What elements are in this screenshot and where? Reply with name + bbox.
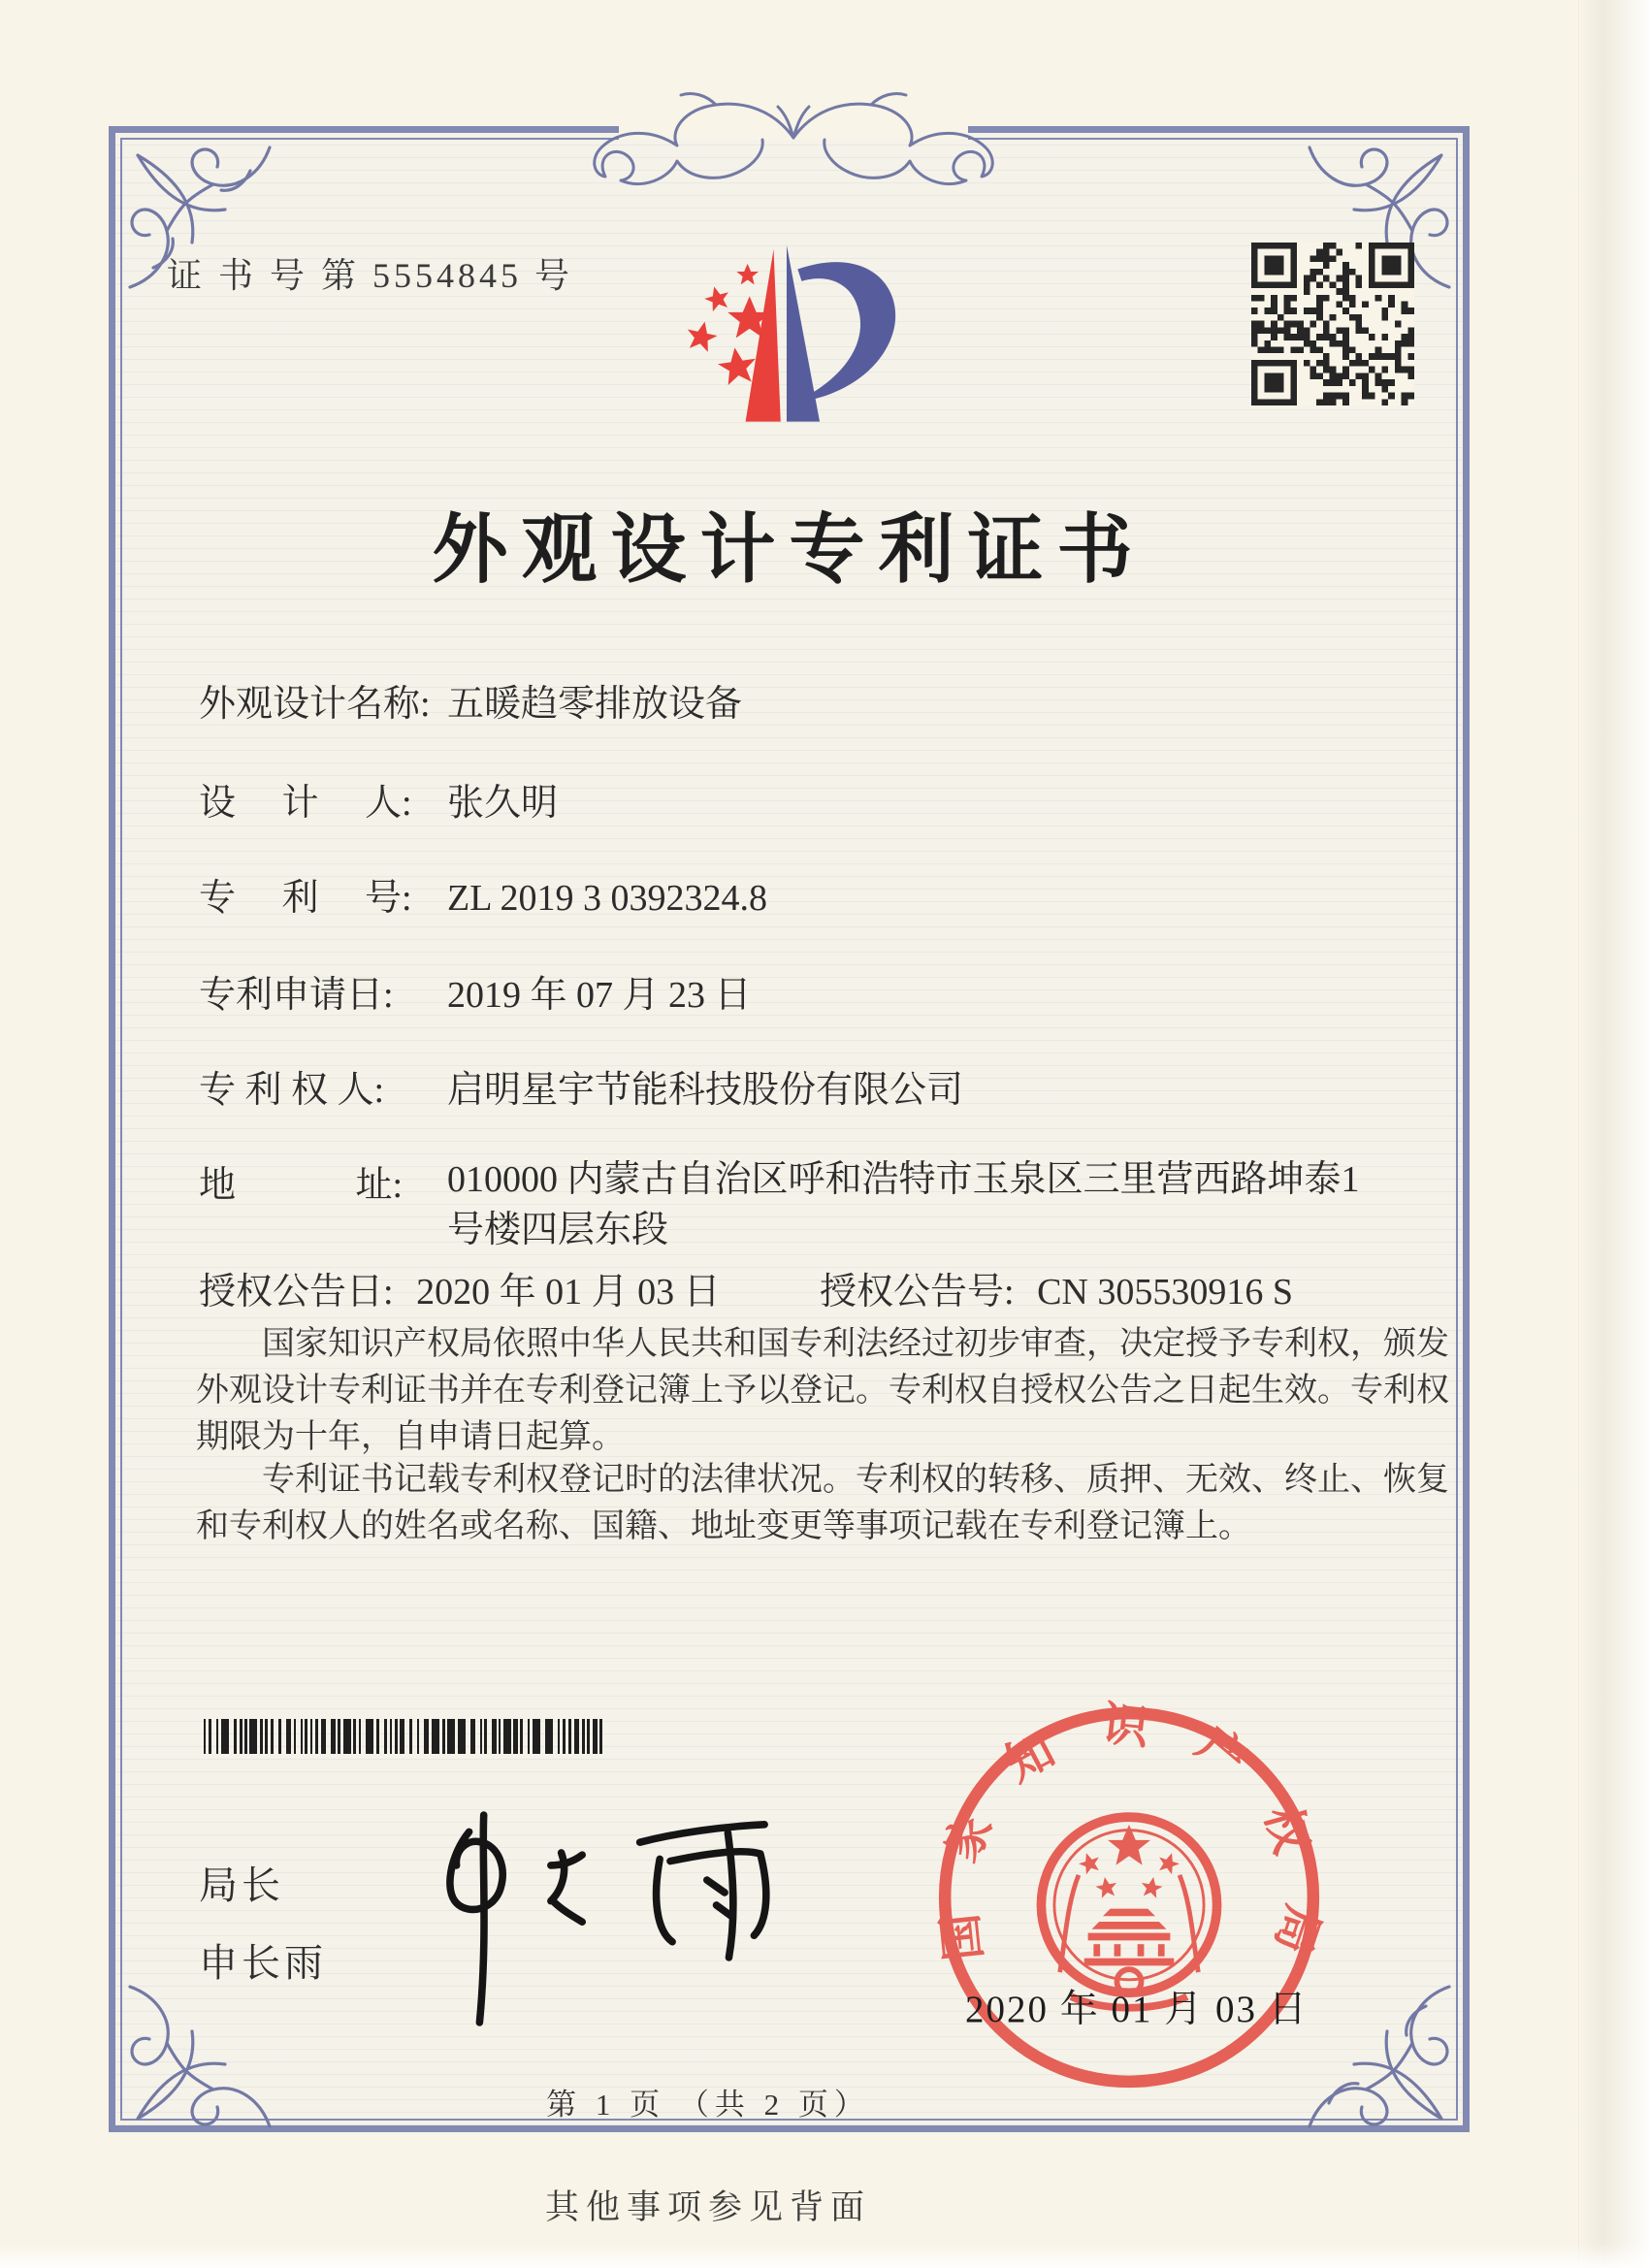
- field-patentee: [199, 1059, 963, 1113]
- cnipa-logo: [652, 223, 923, 464]
- back-side-note: 其他事项参见背面: [544, 2188, 871, 2226]
- field-label: 专 利 号:: [199, 878, 412, 919]
- field-patent-number: [199, 867, 767, 921]
- seal-org-text: 国家知识产权局: [930, 1698, 1330, 2003]
- seal-issue-date: 2020 年 01 月 03 日: [965, 1989, 1309, 2030]
- scan-fold-shadow: [1578, 0, 1649, 2268]
- corner-flourish-icon: [124, 142, 318, 336]
- grant-number-label: 授权公告号:: [820, 1272, 1015, 1312]
- legal-paragraph-2: 专利证书记载专利权登记时的法律状况。专利权的转移、质押、无效、终止、恢复和专利权人的姓名或名称、国籍、地址变更等事项记载在专利登记簿上。: [196, 1462, 1449, 1544]
- grant-row: [199, 1261, 1450, 1314]
- field-value: ZL 2019 3 0392324.8: [447, 878, 768, 919]
- field-address: [199, 1154, 1378, 1255]
- qr-code: [1251, 243, 1414, 405]
- page-title: 外观设计专利证书: [432, 507, 1147, 592]
- field-design-name: [199, 673, 742, 727]
- field-designer: [199, 772, 558, 826]
- field-value: 启明星宇节能科技股份有限公司: [447, 1070, 964, 1111]
- field-label: 专 利 权 人:: [199, 1070, 385, 1111]
- top-center-flourish-icon: [561, 81, 1026, 198]
- page-number: 第 1 页 （共 2 页）: [546, 2088, 870, 2122]
- grant-date-label: 授权公告日:: [199, 1272, 394, 1312]
- field-value: 五暖趋零排放设备: [447, 684, 743, 725]
- grant-number-value: CN 305530916 S: [1037, 1272, 1293, 1312]
- barcode: [204, 1719, 605, 1754]
- field-value: 010000 内蒙古自治区呼和浩特市玉泉区三里营西路坤泰1号楼四层东段: [447, 1159, 1360, 1250]
- field-label: 设 计 人:: [199, 783, 412, 824]
- director-name: 申长雨: [199, 1941, 327, 1985]
- certificate-number: 证 书 号 第 5554845 号: [167, 256, 574, 295]
- field-label: 外观设计名称:: [199, 684, 431, 725]
- scan-bottom-edge: [0, 2243, 1649, 2268]
- field-label: 地 址:: [199, 1165, 404, 1206]
- field-value: 2019 年 07 月 23 日: [447, 975, 752, 1016]
- legal-paragraph-1: 国家知识产权局依照中华人民共和国专利法经过初步审查，决定授予专利权，颁发外观设计专利证书并在专利登记簿上予以登记。专利权自授权公告之日起生效。专利权期限为十年，自申请日起算。: [196, 1326, 1449, 1455]
- director-title: 局长: [199, 1863, 284, 1907]
- official-seal: [923, 1692, 1335, 2103]
- grant-date-value: 2020 年 01 月 03 日: [416, 1272, 721, 1312]
- director-signature: [396, 1797, 815, 2041]
- field-filing-date: [199, 964, 752, 1018]
- field-label: 专利申请日:: [199, 975, 394, 1016]
- field-value: 张久明: [447, 783, 559, 824]
- grant-number: [820, 1261, 1293, 1314]
